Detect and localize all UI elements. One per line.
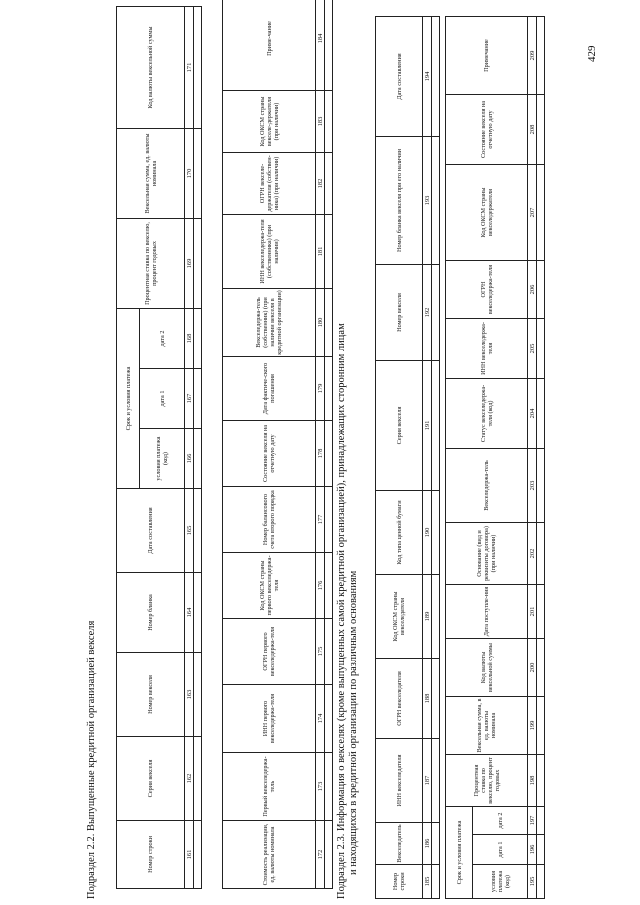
column-number: 172 [316,821,325,889]
header-row-number: Номер строки [117,821,185,889]
header-issue-date: Дата составления [117,489,185,573]
column-number: 200 [528,639,537,697]
header-date-2: дата 2 [473,807,528,835]
header-bill-amount: Вексельная сумма, в ед. валюты номинала [446,697,528,755]
header-holder-inn: ИНН векселедержа-теля [446,319,528,379]
empty-data-row [194,7,202,889]
column-number: 208 [528,95,537,165]
column-number: 204 [528,379,537,449]
column-number: 191 [423,361,432,491]
column-number: 205 [528,319,537,379]
column-number: 201 [528,585,537,639]
column-number: 209 [528,17,537,95]
header-currency-code: Код валюты вексельной суммы [446,639,528,697]
header-series: Серия векселя [117,737,185,821]
column-number: 180 [316,289,325,357]
subsection-2-3-title-line1: Подраздел 2.3. Информация о векселях (кроме выпущенных самой кредитной организацией), принадлежащих сторонним лицам [336,323,347,899]
header-date-2: дата 2 [140,309,185,369]
column-number: 195 [528,865,537,899]
column-number: 179 [316,357,325,421]
header-payment-condition: условия платежа (код) [473,865,528,899]
header-holder-owner: Векселедержа-тель (собственник) (при наличии векселя в кредитной организации) [223,289,316,357]
column-number: 194 [423,17,432,137]
header-row-number: Номер строки [376,865,423,899]
column-number: 163 [185,653,194,737]
table-issued-bills-part1 [116,6,202,889]
header-payment-condition: условия платежа (код) [140,429,185,489]
column-number: 198 [528,755,537,807]
column-number: 175 [316,619,325,685]
column-number: 189 [423,575,432,659]
column-number: 177 [316,487,325,553]
header-interest-rate: Процентная ставка по векселю, процент годовых [446,755,528,807]
column-number: 207 [528,165,537,261]
column-number: 206 [528,261,537,319]
header-receipt-date: Дата поступле-ния [446,585,528,639]
column-number: 161 [185,821,194,889]
header-bill-number: Номер векселя [376,265,423,361]
column-number: 162 [185,737,194,821]
header-holder-oksm: Код ОКСМ страны векселе-держателя (при наличии) [223,91,316,153]
column-number: 202 [528,523,537,585]
column-number: 169 [185,219,194,309]
header-first-holder-ogrn: ОГРН первого векселедержа-теля [223,619,316,685]
column-number: 197 [528,807,537,835]
header-series: Серия векселя [376,361,423,491]
column-number: 181 [316,215,325,289]
header-date-1: дата 1 [473,835,528,865]
table-third-party-bills-part1 [375,16,440,899]
header-sale-cost: Стоимость реализации, ед. валюты номинала [223,821,316,889]
header-bill-state: Состояние векселя на отчетную дату [223,421,316,487]
column-number: 196 [528,835,537,865]
header-security-type: Код типа ценной бумаги [376,491,423,575]
column-numbers-row [423,17,432,899]
subsection-2-2-title: Подраздел 2.2. Выпущенные кредитной организацией векселя [86,620,97,899]
header-basis: Основание (вид и реквизиты договора) (при наличии) [446,523,528,585]
header-holder-ogrn: ОГРН векселе-держателя (собствен-ника) (при наличии) [223,153,316,215]
column-number: 171 [185,7,194,129]
column-number: 183 [316,91,325,153]
header-first-holder: Первый векселедержа-тель [223,753,316,821]
header-first-holder-oksm: Код ОКСМ страны первого векселедержа-теля [223,553,316,619]
table-third-party-bills-part2 [445,16,545,899]
header-issue-date: Дата составления [376,17,423,137]
header-holder-oksm: Код ОКСМ страны векселедержателя [446,165,528,261]
header-holder-status: Статус векселедержа-теля (код) [446,379,528,449]
column-number: 190 [423,491,432,575]
rotated-page-content [18,9,578,899]
column-number: 173 [316,753,325,821]
empty-data-row [325,0,333,889]
column-number: 167 [185,369,194,429]
header-payment-terms: Срок и условия платежа [446,807,473,899]
header-interest-rate: Процентная ставка по векселю, процент годовых [117,219,185,309]
column-number: 182 [316,153,325,215]
column-number: 174 [316,685,325,753]
page-number: 429 [586,45,598,62]
column-number: 166 [185,429,194,489]
column-numbers-row [316,0,325,889]
header-first-holder-inn: ИНН первого векселедержа-теля [223,685,316,753]
header-date-1: дата 1 [140,369,185,429]
column-number: 188 [423,659,432,739]
table-issued-bills-part2 [222,0,333,889]
header-actual-repayment-date: Дата фактиче-ского погашения [223,357,316,421]
header-blank-number: Номер бланка векселя при его наличии [376,137,423,265]
header-bill-amount: Вексельная сумма, ед. валюты номинала [117,129,185,219]
column-number: 185 [423,865,432,899]
header-blank-number: Номер бланка [117,573,185,653]
header-holder: Векселедержа-тель [446,449,528,523]
column-numbers-row [528,17,537,899]
header-holder-inn: ИНН векселедержа-теля (собственника) (при наличии) [223,215,316,289]
column-number: 168 [185,309,194,369]
column-number: 192 [423,265,432,361]
empty-data-row [537,17,545,899]
empty-data-row [432,17,440,899]
column-number: 187 [423,739,432,823]
header-holder-ogrn: ОГРН векселедержа-теля [446,261,528,319]
column-number: 164 [185,573,194,653]
header-note: Примечание [446,17,528,95]
column-number: 203 [528,449,537,523]
column-number: 199 [528,697,537,755]
header-drawer: Векселедатель [376,823,423,865]
column-number: 178 [316,421,325,487]
header-balance-account: Номер балансового счета второго порядка [223,487,316,553]
header-drawer-inn: ИНН векселедателя [376,739,423,823]
column-number: 193 [423,137,432,265]
column-number: 176 [316,553,325,619]
header-drawer-oksm: Код ОКСМ страны векселедателя [376,575,423,659]
header-payment-terms: Срок и условия платежа [117,309,140,489]
column-number: 170 [185,129,194,219]
subsection-2-3-title-line2: и находящихся в кредитной организации по различным основаниям [348,570,359,875]
column-number: 165 [185,489,194,573]
header-bill-state: Состояние векселя на отчетную дату [446,95,528,165]
header-bill-number: Номер векселя [117,653,185,737]
header-currency-code: Код валюты вексельной суммы [117,7,185,129]
column-numbers-row [185,7,194,889]
header-note: Приме-чание [223,0,316,91]
header-drawer-ogrn: ОГРН векселедателя [376,659,423,739]
column-number: 186 [423,823,432,865]
column-number: 184 [316,0,325,91]
